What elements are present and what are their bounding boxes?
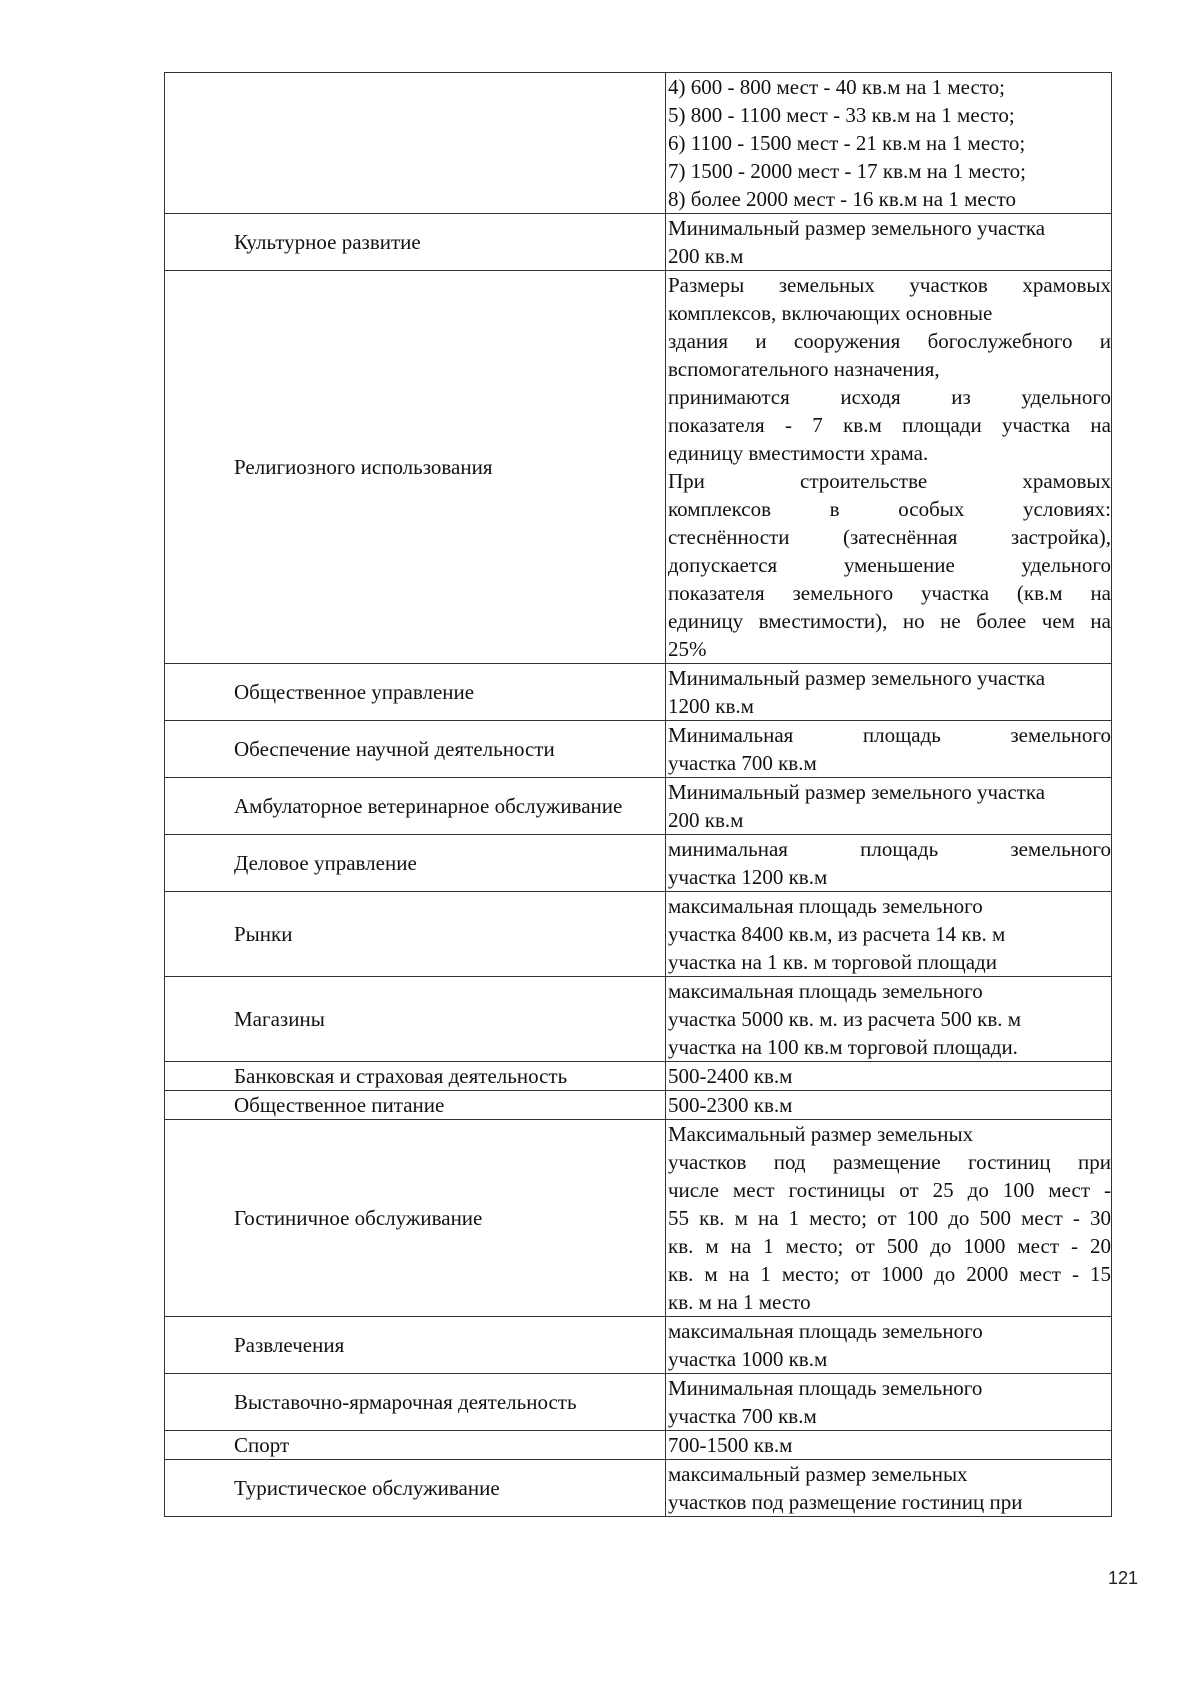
parameter-line: комплексов, включающих основные: [668, 301, 993, 325]
table-row: [165, 1062, 1112, 1091]
use-type-name: Магазины: [234, 1007, 325, 1031]
parameter-line: максимальная площадь земельного: [668, 1319, 983, 1343]
use-type-cell: [165, 271, 666, 664]
parameter-line: участка на 1 кв. м торговой площади: [668, 950, 997, 974]
table-row: [165, 1091, 1112, 1120]
use-type-name: Общественное питание: [234, 1093, 445, 1117]
parameter-line: кв. м на 1 место: [668, 1290, 811, 1314]
parameter-line: 7) 1500 - 2000 мест - 17 кв.м на 1 место;: [668, 159, 1027, 183]
parameter-line: участка 5000 кв. м. из расчета 500 кв. м: [668, 1007, 1022, 1031]
use-type-name: Обеспечение научной деятельности: [234, 737, 555, 761]
parameter-line: 200 кв.м: [668, 808, 744, 832]
parameter-cell: [666, 1120, 1112, 1317]
table-row: [165, 835, 1112, 892]
parameter-line: единицу вместимости храма.: [668, 441, 929, 465]
parameter-line: 4) 600 - 800 мест - 40 кв.м на 1 место;: [668, 75, 1006, 99]
parameter-line: участка 8400 кв.м, из расчета 14 кв. м: [668, 922, 1006, 946]
parameter-cell: [666, 1374, 1112, 1431]
parameter-line: участков под размещение гостиниц при: [668, 1150, 1111, 1174]
use-type-name: Туристическое обслуживание: [234, 1476, 500, 1500]
use-type-cell: [165, 778, 666, 835]
parameter-line: принимаются исходя из удельного: [668, 385, 1111, 409]
parameter-line: 55 кв. м на 1 место; от 100 до 500 мест - 30: [668, 1206, 1111, 1230]
use-type-cell: [165, 1062, 666, 1091]
table-row: [165, 977, 1112, 1062]
table-row: [165, 271, 1112, 664]
parameter-cell: [666, 1091, 1112, 1120]
parameter-line: кв. м на 1 место; от 1000 до 2000 мест - 15: [668, 1262, 1111, 1286]
use-type-cell: [165, 73, 666, 214]
parameter-line: здания и сооружения богослужебного и: [668, 329, 1111, 353]
use-type-cell: [165, 1460, 666, 1517]
parameter-line: вспомогательного назначения,: [668, 357, 940, 381]
table-body: [165, 73, 1112, 1517]
parameter-cell: [666, 892, 1112, 977]
parameter-cell: [666, 214, 1112, 271]
parameter-line: единицу вместимости), но не более чем на: [668, 609, 1111, 633]
parameter-line: Максимальный размер земельных: [668, 1122, 974, 1146]
parameter-line: При строительстве храмовых: [668, 469, 1111, 493]
use-type-cell: [165, 1317, 666, 1374]
table-row: [165, 664, 1112, 721]
use-type-cell: [165, 977, 666, 1062]
table-row: [165, 1431, 1112, 1460]
use-type-cell: [165, 835, 666, 892]
use-type-name: Рынки: [234, 922, 293, 946]
parameter-line: Минимальный размер земельного участка: [668, 666, 1046, 690]
table-row: [165, 1460, 1112, 1517]
parameter-line: 700-1500 кв.м: [668, 1433, 793, 1457]
parameter-cell: [666, 664, 1112, 721]
parameter-line: 25%: [668, 637, 707, 661]
parameter-line: 200 кв.м: [668, 244, 744, 268]
parameter-cell: [666, 1062, 1112, 1091]
use-type-name: Развлечения: [234, 1333, 345, 1357]
parameter-cell: [666, 271, 1112, 664]
parameter-line: участка 1000 кв.м: [668, 1347, 828, 1371]
table-row: [165, 892, 1112, 977]
use-type-cell: [165, 1091, 666, 1120]
use-type-name: Амбулаторное ветеринарное обслуживание: [234, 794, 623, 818]
parameter-line: Минимальная площадь земельного: [668, 1376, 983, 1400]
use-type-name: Культурное развитие: [234, 230, 421, 254]
table-row: [165, 1374, 1112, 1431]
parameter-cell: [666, 778, 1112, 835]
table-row: [165, 721, 1112, 778]
land-use-table: [164, 72, 1112, 1517]
use-type-cell: [165, 1120, 666, 1317]
use-type-name: Банковская и страховая деятельность: [234, 1064, 568, 1088]
use-type-name: Деловое управление: [234, 851, 417, 875]
parameter-line: участка на 100 кв.м торговой площади.: [668, 1035, 1018, 1059]
use-type-cell: [165, 1431, 666, 1460]
parameter-line: максимальный размер земельных: [668, 1462, 968, 1486]
use-type-cell: [165, 892, 666, 977]
parameter-line: Минимальный размер земельного участка: [668, 780, 1046, 804]
use-type-name: Религиозного использования: [234, 455, 493, 479]
parameter-line: 500-2300 кв.м: [668, 1093, 793, 1117]
parameter-line: 500-2400 кв.м: [668, 1064, 793, 1088]
parameter-line: максимальная площадь земельного: [668, 894, 983, 918]
parameter-line: 8) более 2000 мест - 16 кв.м на 1 место: [668, 187, 1016, 211]
parameter-line: числе мест гостиницы от 25 до 100 мест -: [668, 1178, 1111, 1202]
parameter-cell: [666, 977, 1112, 1062]
parameter-line: участка 700 кв.м: [668, 751, 817, 775]
use-type-name: Гостиничное обслуживание: [234, 1206, 483, 1230]
parameter-line: показателя земельного участка (кв.м на: [668, 581, 1111, 605]
parameter-line: участков под размещение гостиниц при: [668, 1490, 1023, 1514]
use-type-name: Спорт: [234, 1433, 290, 1457]
use-type-cell: [165, 664, 666, 721]
parameter-cell: [666, 1431, 1112, 1460]
parameter-line: 5) 800 - 1100 мест - 33 кв.м на 1 место;: [668, 103, 1015, 127]
parameter-cell: [666, 835, 1112, 892]
table-row: [165, 73, 1112, 214]
use-type-name: Выставочно-ярмарочная деятельность: [234, 1390, 577, 1414]
parameter-line: Минимальная площадь земельного: [668, 723, 1111, 747]
parameter-line: минимальная площадь земельного: [668, 837, 1111, 861]
parameter-line: комплексов в особых условиях:: [668, 497, 1111, 521]
use-type-cell: [165, 1374, 666, 1431]
parameter-line: Размеры земельных участков храмовых: [668, 273, 1111, 297]
parameter-line: показателя - 7 кв.м площади участка на: [668, 413, 1111, 437]
parameter-line: кв. м на 1 место; от 500 до 1000 мест - 20: [668, 1234, 1111, 1258]
parameter-line: участка 1200 кв.м: [668, 865, 828, 889]
table-row: [165, 214, 1112, 271]
parameter-line: допускается уменьшение удельного: [668, 553, 1111, 577]
parameter-cell: [666, 73, 1112, 214]
parameter-line: 1200 кв.м: [668, 694, 754, 718]
use-type-cell: [165, 721, 666, 778]
parameter-cell: [666, 721, 1112, 778]
parameter-cell: [666, 1460, 1112, 1517]
table-row: [165, 1120, 1112, 1317]
use-type-name: Общественное управление: [234, 680, 475, 704]
use-type-cell: [165, 214, 666, 271]
parameter-line: участка 700 кв.м: [668, 1404, 817, 1428]
parameter-line: стеснённости (затеснённая застройка),: [668, 525, 1111, 549]
parameter-cell: [666, 1317, 1112, 1374]
table-row: [165, 778, 1112, 835]
parameter-line: 6) 1100 - 1500 мест - 21 кв.м на 1 место;: [668, 131, 1026, 155]
page-number: 121: [1108, 1568, 1139, 1588]
parameter-line: максимальная площадь земельного: [668, 979, 983, 1003]
table-row: [165, 1317, 1112, 1374]
parameter-line: Минимальный размер земельного участка: [668, 216, 1046, 240]
